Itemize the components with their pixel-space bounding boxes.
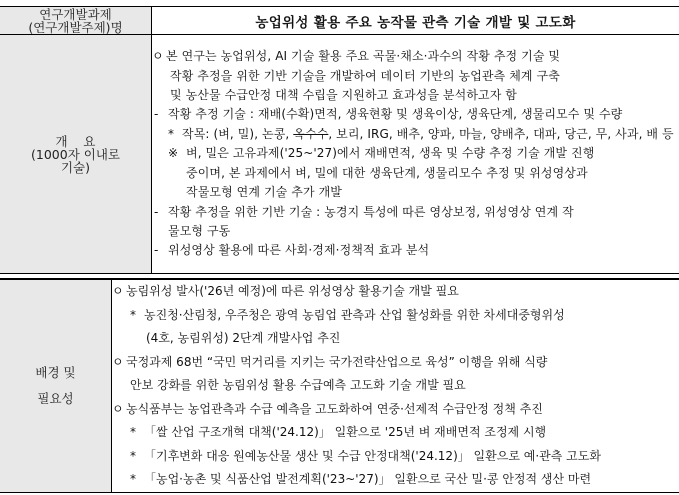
background-line: * 「쌀 산업 구조개혁 대책('24.12)」 일환으로 '25년 벼 재배면적 조정제 시행: [112, 421, 679, 445]
background-line: ㅇ 농림위성 발사('26년 예정)에 따른 위성영상 활용기술 개발 필요: [112, 280, 679, 304]
overview-line: 및 농산물 수급안정 대책 수립을 지원하고 효과성을 분석하고자 함: [170, 88, 518, 103]
project-overview-table: [0, 6, 679, 274]
circle-bullet-icon: ㅇ: [112, 401, 124, 416]
star-bullet-icon: *: [130, 448, 136, 463]
overview-label: [0, 35, 152, 274]
overview-line: 중이며, 본 과제에서 벼, 밀에 대한 생육단계, 생물리모수 추정 및 위성영상과: [186, 165, 588, 180]
dash-bullet-icon: -: [154, 243, 159, 258]
overview-line: - 위성영상 활용에 따른 사회·경제·정책적 효과 분석: [152, 241, 679, 260]
star-bullet-icon: *: [168, 126, 175, 141]
background-line: * 「기후변화 대응 원예농산물 생산 및 수급 안정대책('24.12)」 일환으로 예·관측 고도화: [112, 445, 679, 469]
overview-line: * 작목: (벼, 밀), 논콩, 옥수수, 보리, IRG, 배추, 양파, 마늘, 양배추, 대파, 당근, 무, 사과, 배 등: [152, 125, 679, 144]
circle-bullet-icon: ㅇ: [152, 49, 164, 64]
struck-crop-text: 옥수수: [293, 126, 329, 141]
background-line: ㅇ 국정과제 68번 “국민 먹거리를 지키는 국가전략산업으로 육성” 이행을 위해 식량: [112, 351, 679, 375]
background-content: [112, 279, 679, 493]
project-name-label-line2: (연구개발주제)명: [28, 19, 123, 35]
background-line: * 「농업·농촌 및 식품산업 발전계획('23~'27)」 일환으로 국산 밀·콩 안정적 생산 마련: [112, 468, 679, 492]
overview-line: - 작황 추정을 위한 기반 기술 : 농경지 특성에 따른 영상보정, 위성영상 연계 작: [152, 203, 679, 222]
dash-bullet-icon: -: [154, 204, 159, 219]
project-title: 농업위성 활용 주요 농작물 관측 기술 개발 및 고도화: [152, 7, 679, 35]
note-bullet-icon: ※: [168, 146, 179, 161]
background-table: [0, 278, 679, 493]
star-bullet-icon: *: [130, 425, 136, 440]
circle-bullet-icon: ㅇ: [112, 354, 124, 369]
overview-line: - 작황 추정 기술 : 재배(수확)면적, 생육현황 및 생육이상, 생육단계, 생물리모수 및 수량: [152, 105, 679, 124]
star-bullet-icon: *: [130, 472, 136, 487]
overview-content: [152, 35, 679, 274]
overview-line: ㅇ 본 연구는 농업위성, AI 기술 활용 주요 곡물·채소·과수의 작황 추정 기술 및: [152, 47, 679, 66]
background-label: [0, 279, 112, 493]
dash-bullet-icon: -: [154, 107, 159, 122]
background-line: * 농진청·산림청, 우주청은 광역 농림업 관측과 산업 활성화를 위한 차세대중형위성: [112, 304, 679, 328]
background-label-line2: 필요성: [37, 391, 74, 406]
overview-line: 물모형 구동: [168, 223, 231, 238]
star-bullet-icon: *: [130, 307, 136, 322]
project-name-label: [0, 7, 152, 35]
circle-bullet-icon: ㅇ: [112, 284, 124, 299]
overview-label-line2: (1000자 이내로: [31, 146, 120, 162]
overview-line: 작물모형 연계 기술 추가 개발: [186, 185, 342, 200]
background-line: 안보 강화를 위한 농림위성 활용 수급예측 고도화 기술 개발 필요: [130, 378, 466, 393]
background-label-line1: 배경 및: [35, 365, 76, 380]
project-name-label-line1: 연구개발과제: [39, 6, 112, 22]
background-line: (4호, 농림위성) 2단계 개발사업 추진: [146, 331, 341, 346]
overview-line: 작황 추정을 위한 기반 기술을 개발하여 데이터 기반의 농업관측 체계 구축: [170, 68, 560, 83]
background-line: ㅇ 농식품부는 농업관측과 수급 예측을 고도화하여 연중·선제적 수급안정 정책 추진: [112, 398, 679, 422]
overview-label-line3: 기술): [60, 159, 91, 175]
overview-label-line1: 개 요: [55, 133, 96, 149]
overview-line: ※ 벼, 밀은 고유과제('25~'27)에서 재배면적, 생육 및 수량 추정 기술 개발 진행: [152, 144, 679, 163]
